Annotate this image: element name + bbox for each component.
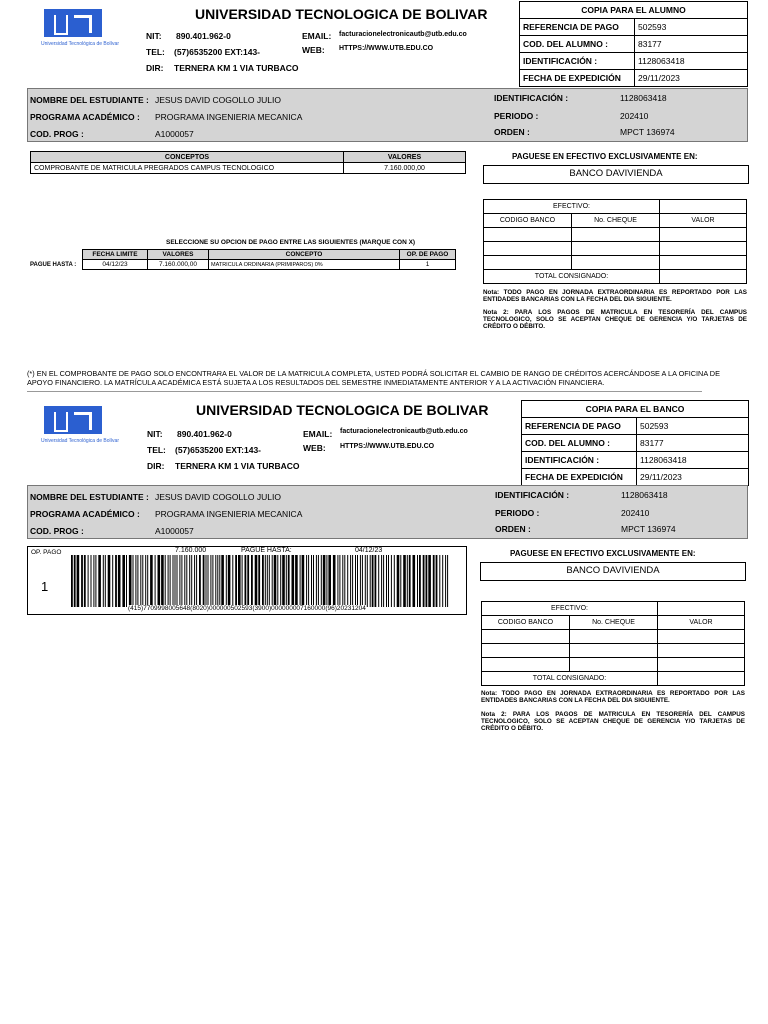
barcode-bar [442,555,443,607]
barcode-bar [133,555,134,607]
barcode-bar [215,555,216,607]
barcode-bar [226,555,227,607]
barcode-bar [445,555,446,607]
efectivo-label: EFECTIVO: [482,602,658,616]
barcode-bar [413,555,416,607]
cod-label: COD. DEL ALUMNO : [522,435,637,452]
barcode-bar [397,555,400,607]
barcode-bar [105,555,106,607]
nit-value: 890.401.962-0 [177,429,232,439]
barcode-bar [323,555,326,607]
op-pago-label: OP. PAGO [31,549,62,556]
nit-value: 890.401.962-0 [176,31,231,41]
barcode-amount: 7.160.000 [175,547,207,554]
barcode-bar [145,555,146,607]
note-1: Nota: TODO PAGO EN JORNADA EXTRAORDINARIA ES REPORTADO POR LAS ENTIDADES BANCARIAS CON LA FECHA DEL DIA SIGUIENTE. [483,289,747,303]
check-table [483,199,747,284]
barcode-bar [419,555,421,607]
barcode-date: 04/12/23 [355,547,383,554]
barcode-bar [221,555,224,607]
codigo-banco-header: CODIGO BANCO [484,214,572,228]
barcode-bar [372,555,374,607]
check-cell[interactable] [658,630,745,644]
barcode-bar [370,555,371,607]
concepto-cell: MATRICULA ORDINARIA (PRIMIPAROS) 0% [209,260,400,270]
dir-value: TERNERA KM 1 VIA TURBACO [174,63,299,73]
barcode-bar [308,555,309,607]
student-id-label: IDENTIFICACIÓN : [495,490,570,500]
barcode-bar [288,555,290,607]
valores-cell: 7.160.000,00 [148,260,209,270]
student-copy-table [519,1,748,87]
barcode-bar [428,555,431,607]
orden-label: ORDEN : [494,127,530,137]
fecha-label: FECHA DE EXPEDICIÓN [520,70,635,87]
cod-value: 83177 [637,435,749,452]
web-label: WEB: [302,45,325,55]
barcode-bar [378,555,379,607]
id-value: 1128063418 [637,452,749,469]
barcode-bar [199,555,201,607]
codprog-label: COD. PROG : [30,526,84,536]
op-pago-header: OP. DE PAGO [400,250,456,260]
concept-cell: COMPROBANTE DE MATRICULA PREGRADOS CAMPUS TECNOLOGICO [31,163,344,174]
id-label: IDENTIFICACIÓN : [522,452,637,469]
check-cell[interactable] [482,630,570,644]
check-table [481,601,745,686]
barcode-bar [210,555,211,607]
barcode-bar [292,555,295,607]
barcode-bar [103,555,104,607]
check-cell[interactable] [660,242,747,256]
utb-logo-mark-icon [44,9,102,37]
total-consignado-value[interactable] [658,672,745,686]
barcode-bar [388,555,389,607]
check-cell[interactable] [570,644,658,658]
barcode-bar [126,555,127,607]
email-label: EMAIL: [303,429,333,439]
total-consignado-value[interactable] [660,270,747,284]
efectivo-value[interactable] [658,602,745,616]
barcode-bar [147,555,148,607]
barcode-bar [115,555,117,607]
codprog-value: A1000057 [155,526,194,536]
barcode-bar [316,555,317,607]
total-consignado-label: TOTAL CONSIGNADO: [482,672,658,686]
barcode-bar [262,555,264,607]
barcode-bar [347,555,348,607]
barcode-bar [194,555,195,607]
barcode-bar [84,555,86,607]
barcode-bar [403,555,406,607]
email-value: facturacionelectronicautb@utb.edu.co [339,31,467,38]
codigo-banco-header: CODIGO BANCO [482,616,570,630]
barcode-bar [383,555,384,607]
op-pago-cell[interactable]: 1 [400,260,456,270]
ref-value: 502593 [635,19,748,36]
check-cell[interactable] [482,658,570,672]
program-label: PROGRAMA ACADÉMICO : [30,509,140,519]
tel-label: TEL: [147,445,166,455]
nit-label: NIT: [147,429,163,439]
web-value: HTTPS://WWW.UTB.EDU.CO [340,443,435,450]
valor-header: VALOR [660,214,747,228]
barcode-bar [333,555,336,607]
barcode-bar [71,555,73,607]
barcode-bar [206,555,207,607]
barcode-bar [280,555,281,607]
barcode-bar [175,555,176,607]
barcode-bar [269,555,270,607]
note-1: Nota: TODO PAGO EN JORNADA EXTRAORDINARIA ES REPORTADO POR LAS ENTIDADES BANCARIAS CON LA FECHA DEL DIA SIGUIENTE. [481,690,745,704]
fecha-limite-cell: 04/12/23 [83,260,148,270]
barcode-bar [367,555,368,607]
barcode-bar [274,555,277,607]
barcode-bar [88,555,89,607]
cod-label: COD. DEL ALUMNO : [520,36,635,53]
barcode-bar [258,555,260,607]
periodo-value: 202410 [620,111,649,121]
barcode-bar [357,555,358,607]
barcode-bar [95,555,96,607]
barcode-bar [189,555,190,607]
periodo-label: PERIODO : [495,508,540,518]
web-value: HTTPS://WWW.UTB.EDU.CO [339,45,434,52]
barcode-bar [295,555,298,607]
check-cell[interactable] [658,658,745,672]
barcode-bar [400,555,401,607]
total-consignado-label: TOTAL CONSIGNADO: [484,270,660,284]
periodo-label: PERIODO : [494,111,539,121]
email-label: EMAIL: [302,31,332,41]
barcode-bar [74,555,76,607]
utb-logo-text: Universidad Tecnológica de Bolívar [40,438,119,444]
barcode-bar [118,555,121,607]
barcode-bar [362,555,363,607]
barcode-bar [242,555,243,607]
valores-header: VALORES [148,250,209,260]
barcode-bar [140,555,141,607]
copy-title: COPIA PARA EL BANCO [522,401,749,418]
barcode-bar [122,555,125,607]
barcode-bar [375,555,377,607]
barcode-bar [394,555,395,607]
student-info-box [27,485,748,539]
barcode-box [27,546,467,615]
barcode-bar [267,555,268,607]
barcode-bar [219,555,220,607]
barcode-bar [98,555,101,607]
program-value: PROGRAMA INGENIERIA MECANICA [155,509,303,519]
section-divider [27,391,702,392]
barcode-bar [208,555,209,607]
check-cell[interactable] [484,228,572,242]
barcode-bar [352,555,353,607]
barcode-bar [265,555,266,607]
barcode-bar [350,555,351,607]
orden-label: ORDEN : [495,524,531,534]
pay-in-cash-title: PAGUESE EN EFECTIVO EXCLUSIVAMENTE EN: [512,152,698,161]
barcode-bar [386,555,387,607]
value-cell: 7.160.000,00 [344,163,466,174]
check-cell[interactable] [482,644,570,658]
nit-label: NIT: [146,31,162,41]
barcode-bar [108,555,111,607]
barcode-bar [235,555,237,607]
barcode-bar [311,555,312,607]
id-value: 1128063418 [635,53,748,70]
orden-value: MPCT 136974 [620,127,675,137]
barcode-bar [232,555,233,607]
valor-header: VALOR [658,616,745,630]
barcode-bar [272,555,273,607]
barcode-bar [181,555,182,607]
barcode-bar [135,555,136,607]
student-name-value: JESUS DAVID COGOLLO JULIO [155,95,281,105]
utb-logo-text: Universidad Tecnológica de Bolívar [40,41,119,47]
check-cell[interactable] [572,228,660,242]
barcode-bar [306,555,307,607]
codprog-value: A1000057 [155,129,194,139]
bank-name-box: BANCO DAVIVIENDA [483,165,749,184]
codprog-label: COD. PROG : [30,129,84,139]
check-cell[interactable] [484,242,572,256]
tel-label: TEL: [146,47,165,57]
payment-option-title: SELECCIONE SU OPCION DE PAGO ENTRE LAS SIGUIENTES (MARQUE CON X) [166,239,416,246]
barcode-bar [277,555,278,607]
barcode-bar [339,555,340,607]
no-cheque-header: No. CHEQUE [570,616,658,630]
university-name: UNIVERSIDAD TECNOLOGICA DE BOLIVAR [196,402,489,418]
fecha-value: 29/11/2023 [635,70,748,87]
barcode-bar [286,555,287,607]
disclaimer: (*) EN EL COMPROBANTE DE PAGO SOLO ENCONTRARA EL VALOR DE LA MATRICULA COMPLETA, USTED PODRÁ SOLICITAR EL CAMBIO DE RANGO DE CRÉDITOS ACERCÁNDOSE A LA OFICINA DE APOYO FINANCIERO. LA MATRÍCULA ACADÉMICA ESTÁ SUJETA A LOS RESULTADOS DEL SEMESTRE INMEDIATAMENTE ANTERIOR Y A LA ACTIVACIÓN FINANCIERA. [27,369,720,387]
bank-name-box: BANCO DAVIVIENDA [480,562,746,581]
barcode-image [71,555,451,607]
web-label: WEB: [303,443,326,453]
dir-label: DIR: [146,63,164,73]
barcode-bar [238,555,241,607]
barcode-bar [184,555,185,607]
barcode-bar [313,555,314,607]
barcode-bar [112,555,113,607]
barcode-bar [426,555,428,607]
barcode-bar [142,555,143,607]
barcode-bar [168,555,169,607]
program-value: PROGRAMA INGENIERIA MECANICA [155,112,303,122]
barcode-pague-label: PAGUE HASTA: [241,547,292,554]
no-cheque-header: No. CHEQUE [572,214,660,228]
barcode-bar [300,555,301,607]
barcode-bar [337,555,338,607]
barcode-bar [165,555,166,607]
barcode-bar [423,555,425,607]
check-cell[interactable] [660,228,747,242]
id-label: IDENTIFICACIÓN : [520,53,635,70]
barcode-code-text: (415)7709998005648(8020)000000502593(3900)000000007160000(96)20231204 [128,605,366,612]
ref-value: 502593 [637,418,749,435]
cod-value: 83177 [635,36,748,53]
barcode-bar [81,555,83,607]
student-name-label: NOMBRE DEL ESTUDIANTE : [30,95,149,105]
barcode-bar [355,555,356,607]
op-pago-value: 1 [41,579,49,594]
barcode-bar [409,555,411,607]
barcode-bar [203,555,205,607]
utb-logo-mark-icon [44,406,102,434]
barcode-bar [173,555,174,607]
check-cell[interactable] [570,658,658,672]
tel-value: (57)6535200 EXT:143- [175,445,262,455]
concepto-header: CONCEPTO [209,250,400,260]
university-name: UNIVERSIDAD TECNOLOGICA DE BOLIVAR [195,6,488,22]
barcode-bar [158,555,161,607]
barcode-bar [255,555,258,607]
barcode-bar [217,555,218,607]
note-2: Nota 2: PARA LOS PAGOS DE MATRICULA EN TESORERÍA DEL CAMPUS TECNOLOGICO, SOLO SE ACEPTAN CHEQUE DE GERENCIA Y/O TARJETAS DE CRÉDITO O DÉBITO. [483,309,747,330]
barcode-bar [328,555,331,607]
student-info-box [27,88,748,142]
barcode-bar [391,555,392,607]
values-header: VALORES [344,152,466,163]
barcode-bar [150,555,153,607]
dir-label: DIR: [147,461,165,471]
barcode-bar [344,555,345,607]
ref-label: REFERENCIA DE PAGO [520,19,635,36]
tel-value: (57)6535200 EXT:143- [174,47,261,57]
check-cell[interactable] [570,630,658,644]
barcode-bar [161,555,164,607]
concepts-table [30,151,466,174]
note-2: Nota 2: PARA LOS PAGOS DE MATRICULA EN TESORERÍA DEL CAMPUS TECNOLOGICO, SOLO SE ACEPTAN CHEQUE DE GERENCIA Y/O TARJETAS DE CRÉDITO O DÉBITO. [481,711,745,732]
fecha-limite-header: FECHA LIMITE [83,250,148,260]
pague-hasta-label: PAGUE HASTA : [30,262,77,268]
barcode-bar [381,555,382,607]
pay-in-cash-title: PAGUESE EN EFECTIVO EXCLUSIVAMENTE EN: [510,549,696,558]
barcode-bar [318,555,319,607]
student-name-label: NOMBRE DEL ESTUDIANTE : [30,492,149,502]
barcode-bar [407,555,408,607]
check-cell[interactable] [572,242,660,256]
barcode-bar [342,555,343,607]
check-cell[interactable] [484,256,572,270]
barcode-bar [186,555,187,607]
check-cell[interactable] [658,644,745,658]
barcode-bar [129,555,132,607]
concepts-header: CONCEPTOS [31,152,344,163]
barcode-bar [179,555,180,607]
barcode-bar [212,555,213,607]
orden-value: MPCT 136974 [621,524,676,534]
student-id-value: 1128063418 [621,490,668,500]
barcode-bar [77,555,80,607]
barcode-bar [326,555,327,607]
barcode-bar [245,555,247,607]
barcode-bar [447,555,448,607]
barcode-bar [93,555,94,607]
student-id-value: 1128063418 [620,93,667,103]
barcode-bar [155,555,156,607]
barcode-bar [439,555,440,607]
barcode-bar [282,555,285,607]
barcode-bar [170,555,171,607]
dir-value: TERNERA KM 1 VIA TURBACO [175,461,300,471]
barcode-bar [91,555,92,607]
fecha-label: FECHA DE EXPEDICIÓN [522,469,637,486]
check-cell[interactable] [660,256,747,270]
barcode-bar [417,555,418,607]
barcode-bar [365,555,366,607]
barcode-bar [137,555,138,607]
copy-title: COPIA PARA EL ALUMNO [520,2,748,19]
barcode-bar [302,555,305,607]
barcode-bar [433,555,435,607]
ref-label: REFERENCIA DE PAGO [522,418,637,435]
payment-option-table [82,249,456,270]
barcode-bar [360,555,361,607]
barcode-bar [196,555,197,607]
barcode-bar [228,555,231,607]
barcode-bar [436,555,438,607]
barcode-bar [321,555,322,607]
email-value: facturacionelectronicautb@utb.edu.co [340,428,468,435]
barcode-bar [251,555,253,607]
barcode-bar [191,555,192,607]
efectivo-label: EFECTIVO: [484,200,660,214]
student-id-label: IDENTIFICACIÓN : [494,93,569,103]
student-name-value: JESUS DAVID COGOLLO JULIO [155,492,281,502]
check-cell[interactable] [572,256,660,270]
efectivo-value[interactable] [660,200,747,214]
barcode-bar [177,555,178,607]
barcode-bar [247,555,249,607]
periodo-value: 202410 [621,508,650,518]
fecha-value: 29/11/2023 [637,469,749,486]
program-label: PROGRAMA ACADÉMICO : [30,112,140,122]
bank-copy-table [521,400,749,486]
